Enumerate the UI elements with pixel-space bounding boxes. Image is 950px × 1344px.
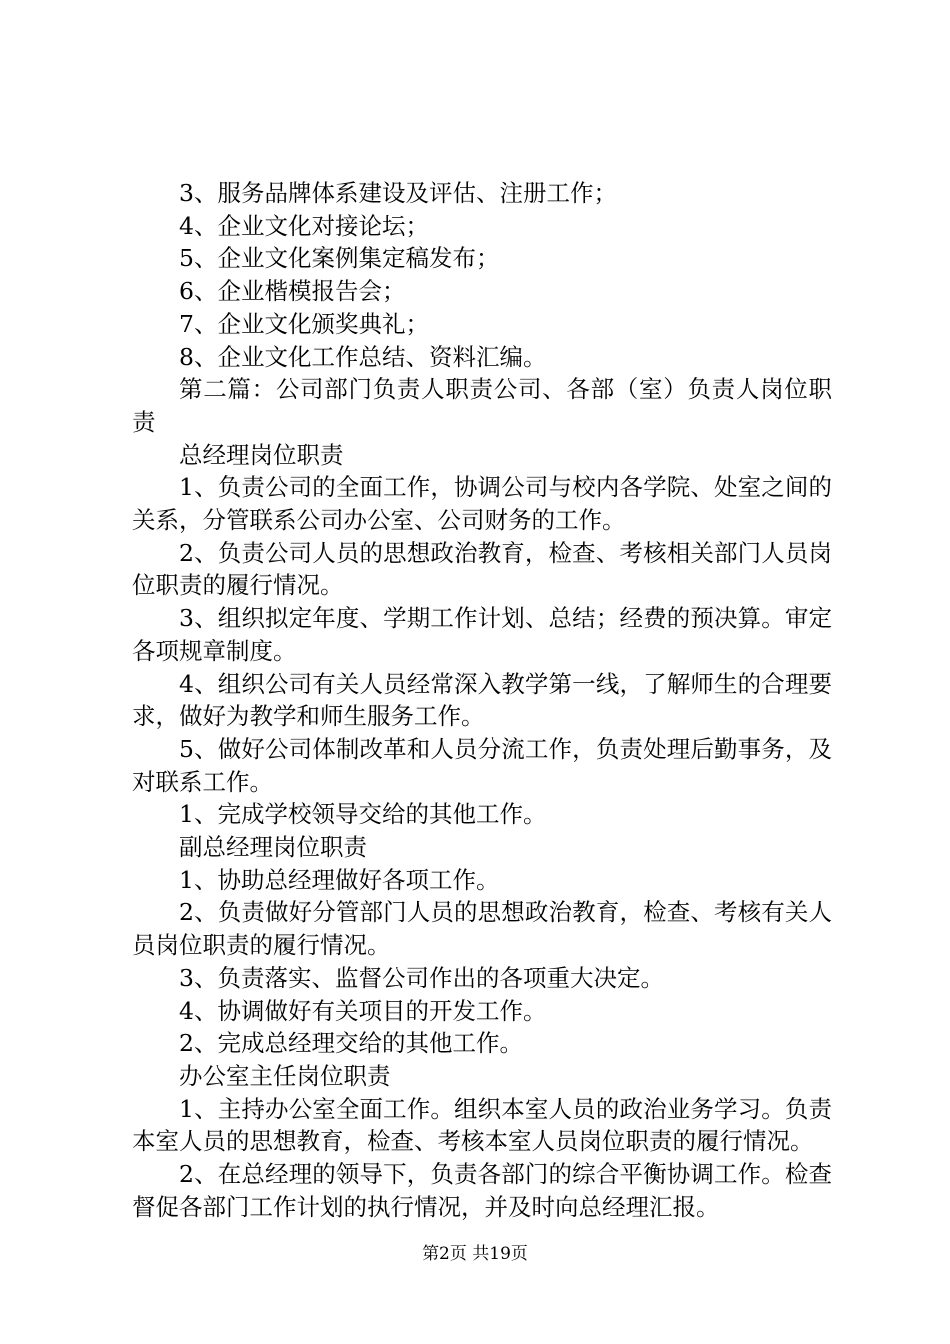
page-number: 第2页 共19页 <box>422 1244 528 1264</box>
paragraph: 5、做好公司体制改革和人员分流工作，负责处理后勤事务，及对联系工作。 <box>132 734 832 796</box>
paragraph: 1、完成学校领导交给的其他工作。 <box>179 800 547 829</box>
paragraph: 1、负责公司的全面工作，协调公司与校内各学院、处室之间的关系，分管联系公司办公室、公司财务的工作。 <box>132 473 832 535</box>
paragraph: 4、企业文化对接论坛； <box>179 211 429 240</box>
paragraph: 8、企业文化工作总结、资料汇编。 <box>179 342 547 371</box>
paragraph: 6、企业楷模报告会； <box>179 277 406 306</box>
paragraph: 5、企业文化案例集定稿发布； <box>179 244 500 273</box>
subsection-heading: 办公室主任岗位职责 <box>179 1061 391 1090</box>
paragraph: 4、协调做好有关项目的开发工作。 <box>179 996 547 1025</box>
paragraph: 1、主持办公室全面工作。组织本室人员的政治业务学习。负责本室人员的思想教育，检查、考核本室人员岗位职责的履行情况。 <box>132 1094 832 1156</box>
paragraph: 4、组织公司有关人员经常深入教学第一线，了解师生的合理要求，做好为教学和师生服务工作。 <box>132 669 832 731</box>
paragraph: 2、完成总经理交给的其他工作。 <box>179 1029 523 1058</box>
paragraph: 2、负责公司人员的思想政治教育，检查、考核相关部门人员岗位职责的履行情况。 <box>132 538 832 600</box>
paragraph: 3、组织拟定年度、学期工作计划、总结；经费的预决算。审定各项规章制度。 <box>132 604 832 665</box>
paragraph: 2、在总经理的领导下，负责各部门的综合平衡协调工作。检查督促各部门工作计划的执行情况，并及时向总经理汇报。 <box>132 1160 832 1221</box>
paragraph: 3、服务品牌体系建设及评估、注册工作； <box>179 179 617 207</box>
paragraph: 3、负责落实、监督公司作出的各项重大决定。 <box>179 963 664 992</box>
subsection-heading: 副总经理岗位职责 <box>179 833 367 862</box>
paragraph: 2、负责做好分管部门人员的思想政治教育，检查、考核有关人员岗位职责的履行情况。 <box>132 898 832 960</box>
paragraph: 7、企业文化颁奖典礼； <box>179 309 429 338</box>
document-body <box>132 177 832 1224</box>
subsection-heading: 总经理岗位职责 <box>179 440 344 469</box>
paragraph: 1、协助总经理做好各项工作。 <box>179 865 500 894</box>
section-heading: 第二篇：公司部门负责人职责公司、各部（室）负责人岗位职责 <box>132 375 832 436</box>
